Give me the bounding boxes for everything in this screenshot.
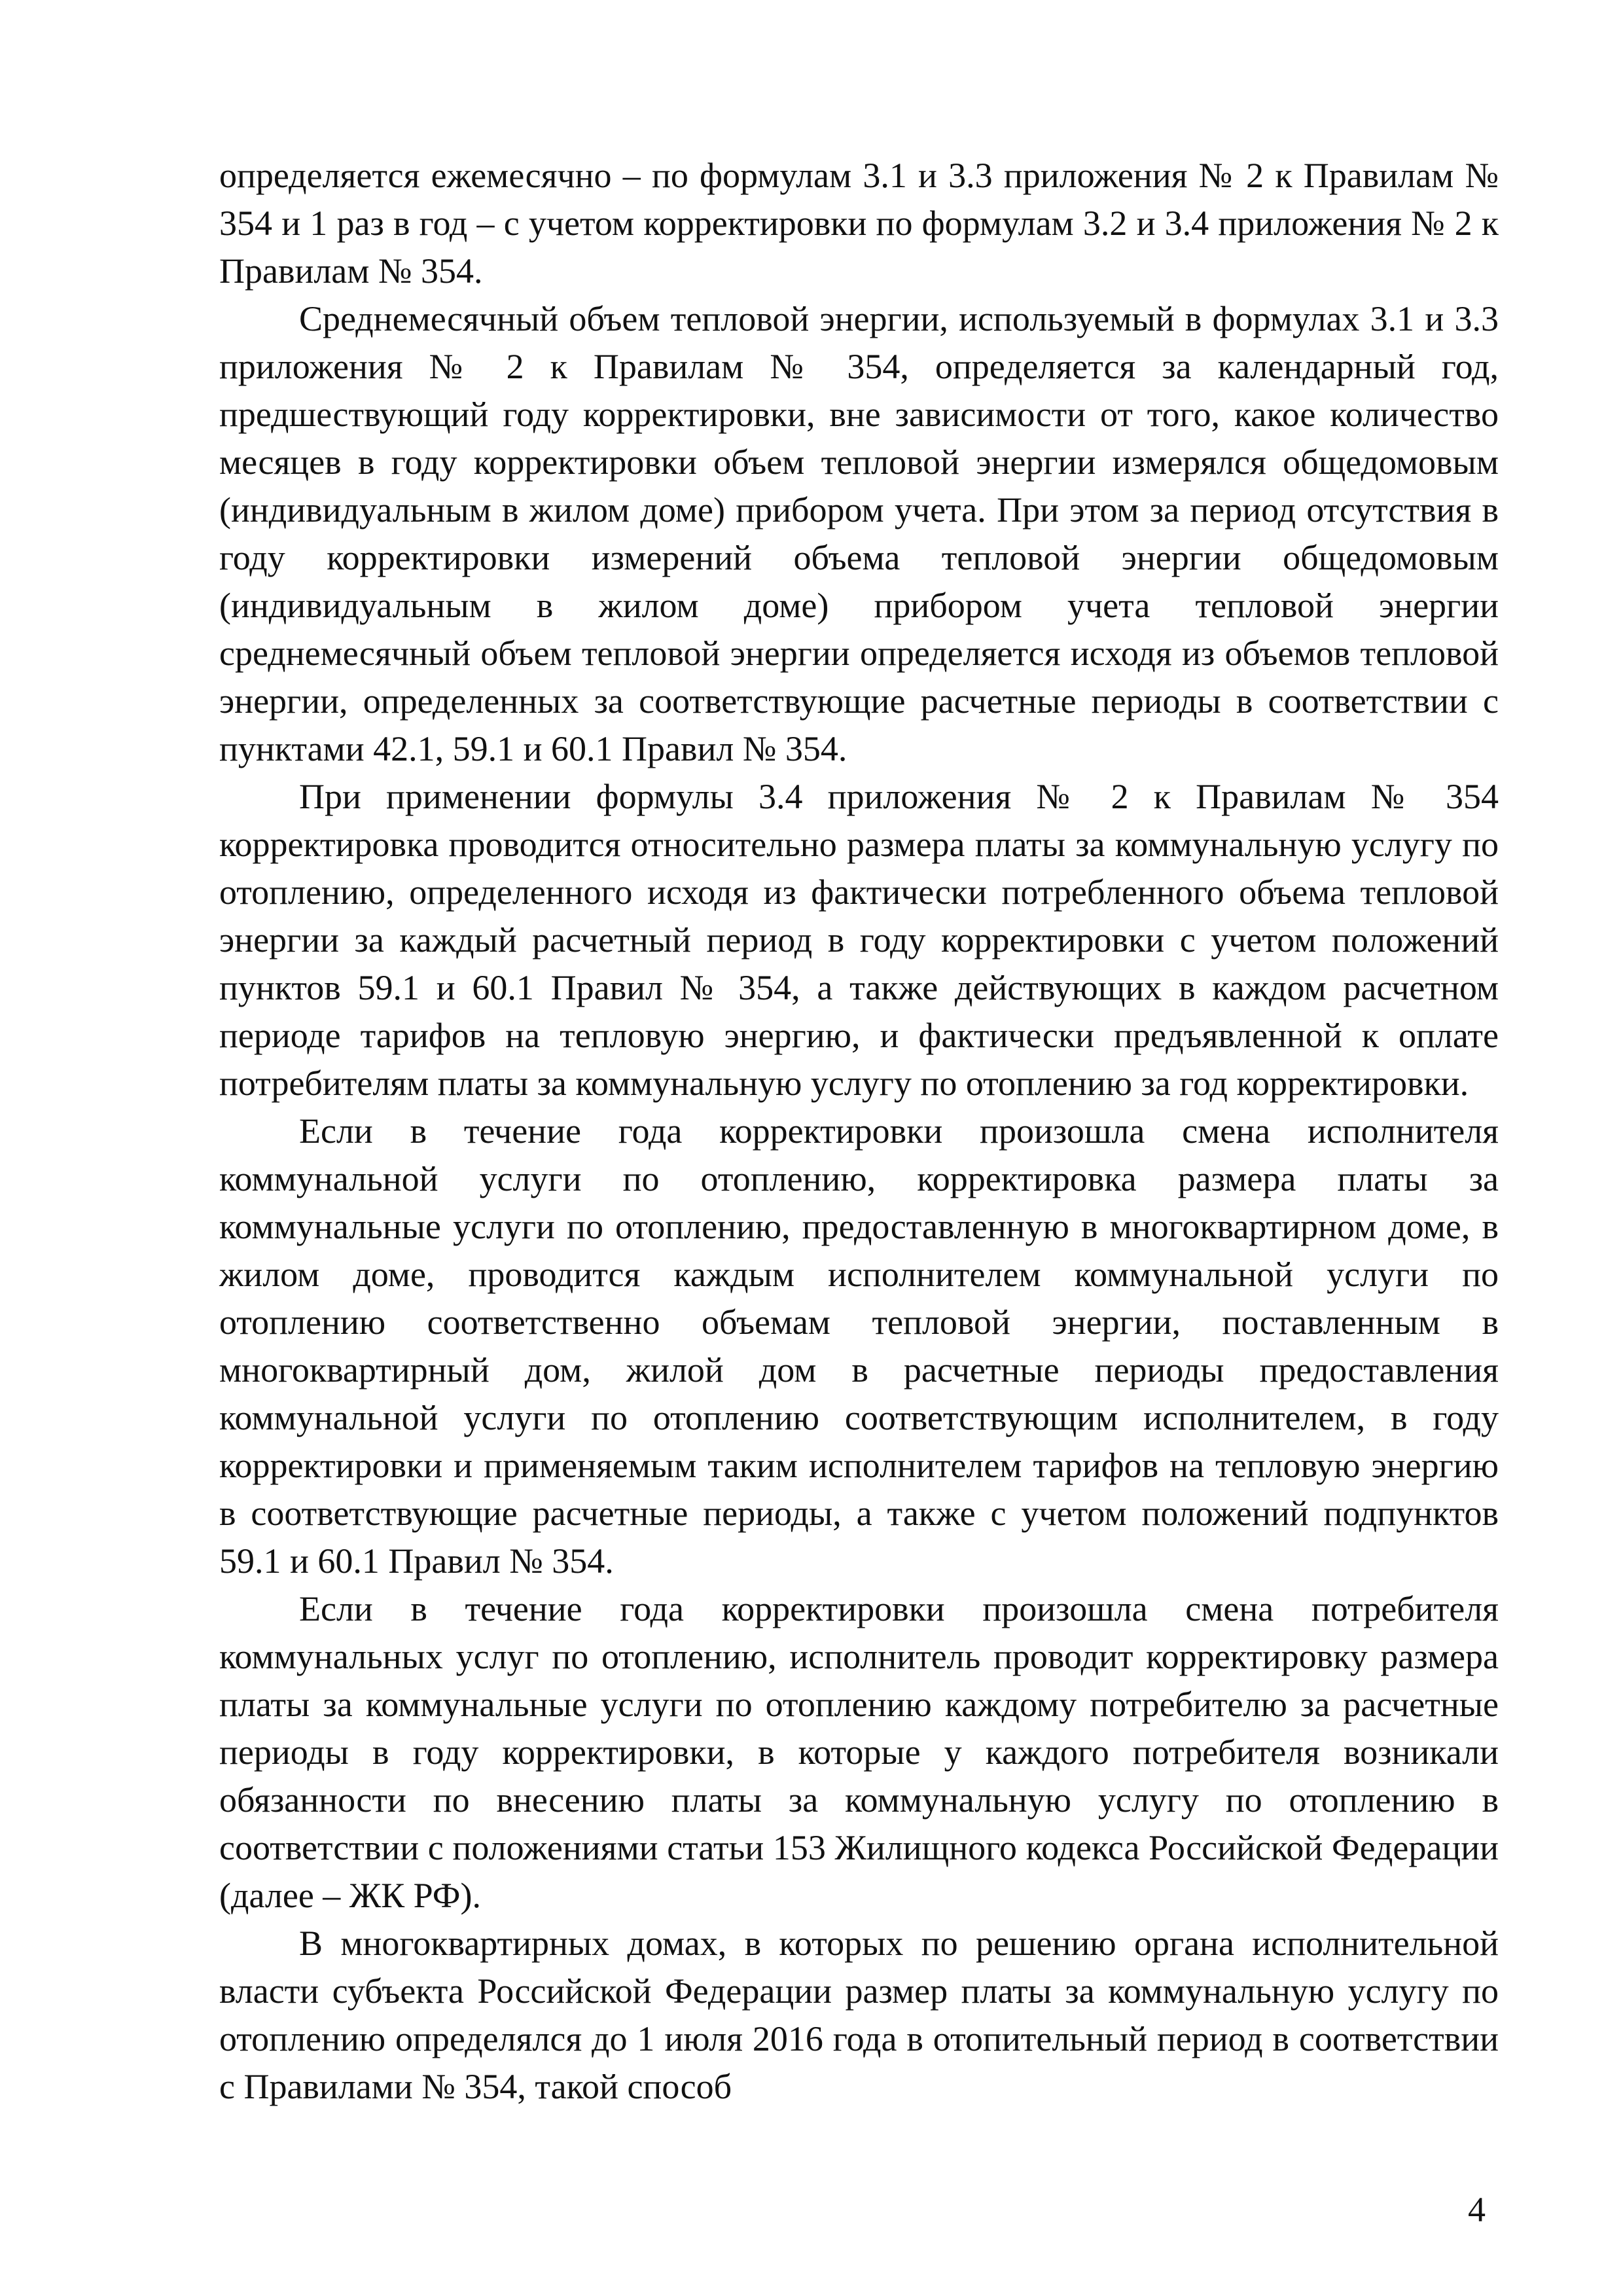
paragraph-6: В многоквартирных домах, в которых по решению органа исполнительной власти субъекта Российской Федерации размер платы за коммунальную услугу по отоплению определялся до 1 июля 2016 года в отопительный период в соответствии с Правилами № 354, такой способ [219,1924,1499,2106]
paragraph-2: Среднемесячный объем тепловой энергии, используемый в формулах 3.1 и 3.3 приложения № 2 к Правилам № 354, определяется за календарный год, предшествующий году корректировки, вне зависимости от того, какое количество месяцев в году корректировки объем тепловой энергии измерялся общедомовым (индивидуальным в жилом доме) прибором учета. При этом за период отсутствия в году корректировки измерений объема тепловой энергии общедомовым (индивидуальным в жилом доме) прибором учета тепловой энергии среднемесячный объем тепловой энергии определяется исходя из объемов тепловой энергии, определенных за соответствующие расчетные периоды в соответствии с пунктами 42.1, 59.1 и 60.1 Правил № 354. [219,299,1499,768]
paragraph-4: Если в течение года корректировки произошла смена исполнителя коммунальной услуги по отоплению, корректировка размера платы за коммунальные услуги по отоплению, предоставленную в многоквартирном доме, в жилом доме, проводится каждым исполнителем коммунальной услуги по отоплению соответственно объемам тепловой энергии, поставленным в многоквартирный дом, жилой дом в расчетные периоды предоставления коммунальной услуги по отоплению соответствующим исполнителем, в году корректировки и применяемым таким исполнителем тарифов на тепловую энергию в соответствующие расчетные периоды, а также с учетом положений подпунктов 59.1 и 60.1 Правил № 354. [219,1111,1499,1581]
page-number: 4 [1468,2190,1486,2229]
paragraph-3: При применении формулы 3.4 приложения № 2 к Правилам № 354 корректировка проводится относительно размера платы за коммунальную услугу по отоплению, определенного исходя из фактически потребленного объема тепловой энергии за каждый расчетный период в году корректировки с учетом положений пунктов 59.1 и 60.1 Правил № 354, а также действующих в каждом расчетном периоде тарифов на тепловую энергию, и фактически предъявленной к оплате потребителям платы за коммунальную услугу по отоплению за год корректировки. [219,777,1499,1103]
paragraph-1: определяется ежемесячно – по формулам 3.1 и 3.3 приложения № 2 к Правилам № 354 и 1 раз в год – с учетом корректировки по формулам 3.2 и 3.4 приложения № 2 к Правилам № 354. [219,156,1499,291]
document-body [219,152,1499,2111]
paragraph-5: Если в течение года корректировки произошла смена потребителя коммунальных услуг по отоплению, исполнитель проводит корректировку размера платы за коммунальные услуги по отоплению каждому потребителю за расчетные периоды в году корректировки, в которые у каждого потребителя возникали обязанности по внесению платы за коммунальную услугу по отоплению в соответствии с положениями статьи 153 Жилищного кодекса Российской Федерации (далее – ЖК РФ). [219,1589,1499,1915]
